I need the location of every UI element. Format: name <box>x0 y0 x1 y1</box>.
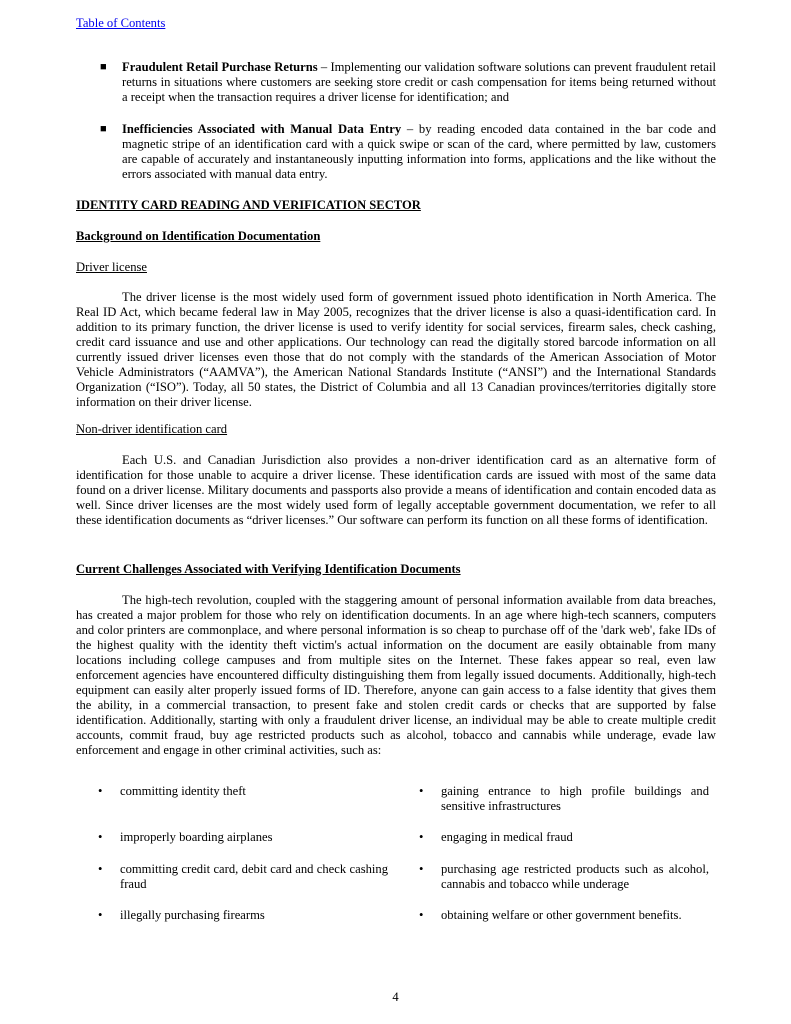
bullet-icon: • <box>98 862 103 876</box>
table-of-contents-link[interactable]: Table of Contents <box>76 16 166 30</box>
list-item <box>419 830 709 845</box>
list-item-text: obtaining welfare or other government benefits. <box>441 908 682 922</box>
list-item-text: engaging in medical fraud <box>441 830 573 844</box>
list-item-text: improperly boarding airplanes <box>120 830 273 844</box>
challenges-paragraph: The high-tech revolution, coupled with the staggering amount of personal information available from data breaches, has created a major problem for those who rely on identification documents. In an age where high-tech scanners, computers and color printers are commonplace, and where personal information is so cheap to purchase off of the 'dark web', fake IDs of the highest quality with the identity theft victim's actual information on the document are easily obtainable from many locations including college campuses and from multiple sites on the Internet. These fakes appear so real, even law enforcement agencies have encountered difficulty distinguishing them from legally issued documents. Additionally, high-tech equipment can easily alter properly issued forms of ID. Therefore, anyone can gain access to a false identity that gives them the ability, in a commercial transaction, to present fake and stolen credit cards or checks that are supported by false identification. Additionally, starting with only a fraudulent driver license, an individual may be able to create multiple credit accounts, commit fraud, buy age restricted products such as alcohol, tobacco and cannabis while underage, evade law enforcement and engage in other criminal activities, such as: <box>76 593 716 757</box>
driver-license-paragraph: The driver license is the most widely used form of government issued photo identification in North America. The Real ID Act, which became federal law in May 2005, recognizes that the driver license is also a quasi-identification card. In addition to its primary function, the driver license is used to verify identity for social services, firearm sales, check cashing, credit card issuance and use and other applications. Our technology can read the digitally stored barcode information on all currently issued driver licenses even those that do not comply with the standards of the American Association of Motor Vehicle Administrators (“AAMVA”), the American National Standards Institute (“ANSI”) and the International Standards Organization (“ISO”). Today, all 50 states, the District of Columbia and all 13 Canadian provinces/territories digitally store information on their driver license. <box>76 290 716 409</box>
non-driver-paragraph: Each U.S. and Canadian Jurisdiction also provides a non-driver identification card as an alternative form of identification for those unable to acquire a driver license. These identification cards are issued with most of the same data found on a driver license. Military documents and passports also provide a means of identification and contain encoded data as well. Since driver licenses are the most widely used form of legally acceptable government documentation, we refer to all these identification documents as “driver licenses.” Our software can perform its function on all these forms of identification. <box>76 453 716 527</box>
challenges-heading: Current Challenges Associated with Verifying Identification Documents <box>76 562 461 576</box>
non-driver-heading: Non-driver identification card <box>76 422 228 436</box>
bullet-icon: • <box>419 862 424 876</box>
list-item <box>98 830 388 845</box>
bullet-icon: • <box>98 908 103 922</box>
list-item-text: illegally purchasing firearms <box>120 908 265 922</box>
page-number: 4 <box>392 990 399 1004</box>
square-bullet-icon: ■ <box>100 123 107 135</box>
bullet-icon: • <box>98 830 103 844</box>
list-item-text: committing credit card, debit card and check cashing fraud <box>120 862 388 891</box>
list-item <box>419 862 709 892</box>
list-item <box>419 784 709 814</box>
driver-license-heading: Driver license <box>76 260 147 274</box>
bullet-icon: • <box>419 908 424 922</box>
section-heading: IDENTITY CARD READING AND VERIFICATION SECTOR <box>76 198 421 212</box>
list-item <box>98 908 388 923</box>
bullet-icon: • <box>98 784 103 798</box>
list-item <box>419 908 709 923</box>
bullet-icon: • <box>419 784 424 798</box>
list-item-text: purchasing age restricted products such as alcohol, cannabis and tobacco while underage <box>441 862 709 891</box>
list-item-text: committing identity theft <box>120 784 246 798</box>
list-item-text: gaining entrance to high profile buildings and sensitive infrastructures <box>441 784 709 813</box>
background-heading: Background on Identification Documentation <box>76 229 321 243</box>
bullet-text: – by reading encoded data contained in the bar code and magnetic stripe of an identification card with a quick swipe or scan of the card, where permitted by law, customers are capable of accurately and instantaneously inputting information into forms, applications and the like without the errors associated with manual data entry. <box>122 122 716 181</box>
square-bullet-icon: ■ <box>100 61 107 73</box>
bullet-item <box>76 60 716 105</box>
list-item <box>98 784 388 799</box>
bullet-item <box>76 122 716 182</box>
bullet-bold-lead: Fraudulent Retail Purchase Returns <box>122 60 318 74</box>
list-item <box>98 862 388 892</box>
bullet-bold-lead: Inefficiencies Associated with Manual Data Entry <box>122 122 402 136</box>
bullet-text: – Implementing our validation software solutions can prevent fraudulent retail returns in situations where customers are seeking store credit or cash compensation for items being returned without a receipt when the transaction requires a driver license for identification; and <box>122 60 716 104</box>
bullet-icon: • <box>419 830 424 844</box>
